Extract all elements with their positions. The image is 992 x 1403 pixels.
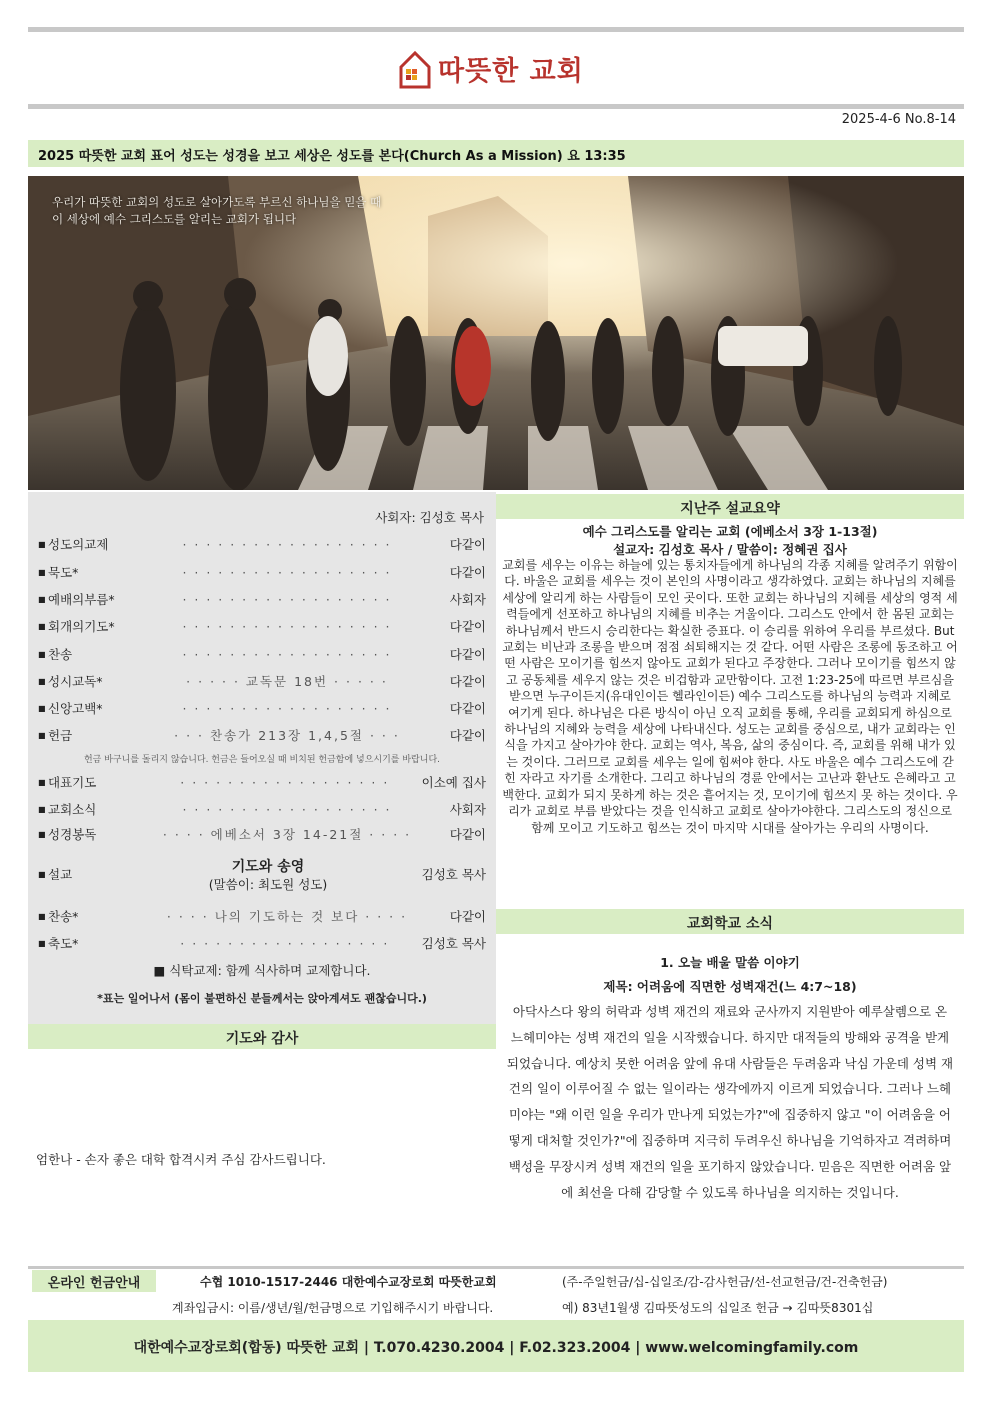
sermon-reader: (말씀이: 최도원 성도) — [208, 877, 328, 892]
bullet-icon: ■ — [38, 649, 46, 659]
service-item-detail: · · · · · · · · · · · · · · · · · · — [182, 591, 392, 607]
service-item-name: 회개의기도* — [48, 619, 115, 634]
bullet-icon: ■ — [38, 621, 46, 631]
prayer-heading: 기도와 감사 — [28, 1024, 496, 1049]
service-item-name: 성시교독* — [48, 674, 103, 689]
sermon-title: 기도와 송영 — [231, 859, 305, 875]
bullet-icon: ■ — [38, 911, 46, 921]
caption-line-2: 이 세상에 예수 그리스도를 알리는 교회가 됩니다 — [52, 212, 297, 226]
offering-account: 수협 1010-1517-2446 대한예수교장로회 따뜻한교회 — [200, 1275, 497, 1289]
offering-codes: (주-주일헌금/십-십일조/감-감사헌금/선-선교헌금/건-건축헌금) — [562, 1275, 888, 1289]
caption-line-1: 우리가 따뜻한 교회의 성도로 살아가도록 부르신 하나님을 믿을 때 — [52, 195, 382, 209]
service-item-name: 축도* — [48, 936, 79, 951]
church-logo — [398, 45, 584, 91]
service-item-detail: · · · · · · · · · · · · · · · · · · — [182, 564, 392, 580]
service-item-detail: · · · · · · · · · · · · · · · · · · — [180, 774, 390, 790]
bullet-icon: ■ — [38, 730, 46, 740]
prayer-item: 엄한나 - 손자 좋은 대학 합격시켜 주심 감사드립니다. — [36, 1152, 326, 1167]
service-item-name: 묵도* — [48, 565, 79, 580]
service-item-name: 성도의교제 — [48, 537, 109, 552]
service-item — [38, 589, 486, 609]
bullet-icon: ■ — [38, 938, 46, 948]
offering-instructions: 계좌입금시: 이름/생년/월/헌금명으로 기입해주시기 바랍니다. — [172, 1301, 494, 1315]
service-item — [38, 671, 486, 691]
service-item — [38, 824, 486, 844]
service-item — [38, 644, 486, 664]
sermon-summary-body: 교회를 세우는 이유는 하늘에 있는 통치자들에게 하나님의 각종 지혜를 알려주기 위함이다. 바울은 교회를 세우는 것이 본인의 사명이라고 생각하였다. 교회는 하나님의 지혜를 세상에 알리게 하는 사람들이 모인 곳이다. 또한 교회는 하나님의 지혜를 세상의 영적 세력들에게 선포하고 하나님의 지혜를 비추는 거울이다. 그리스도 안에서 한 몸된 교회는 하나님께서 반드시 승리한다는 확실한 증표다. 이 승리를 위하여 우리를 부르셨다. But 교회는 비난과 조롱을 받으며 점점 쇠퇴해지는 것 같다. 어떤 사람은 조롱에 동조하고 어떤 사람은 모이기를 힘쓰지 않아도 교회가 된다고 주장한다. 그러나 모이기를 힘쓰지 않고 공동체를 세우지 않는 것은 비겁함과 교만함이다. 고전 1:23-25에 따르면 부르심을 받으면 누구이든지(유대인이든 헬라인이든) 예수 그리스도를 하나님의 능력과 지혜로 여기게 된다. 하나님은 다른 방식이 아닌 오직 교회를 통해, 우리를 교회되게 하심으로 하나님의 지혜와 능력을 세상에 나타내신다. 성도는 교회를 중심으로, 내가 교회라는 인식을 가지고 살아가야 한다. 교회는 역사, 복음, 삶의 중심이다. 즉, 교회를 위해 내가 있는 것이다. 그러므로 교회를 세우는 일에 힘써야 한다. 사도 바울은 예수 그리스도에 갇힌 자라고 자기를 소개한다. 그리고 하나님의 경륜 안에서는 고난과 환난도 은혜라고 고백한다. 교회가 되지 못하게 하는 것은 흩어지는 것, 모이기에 힘쓰지 못 하는 것이다. 우리가 교회로 부름 받았다는 것을 인식하고 교회로 살아가야한다. 그리스도의 정신으로 함께 모이고 기도하고 힘쓰는 것이 마지막 시대를 살아가는 우리의 사명이다. — [502, 558, 958, 835]
offering-divider — [28, 1266, 964, 1269]
meal-note: ■ 식탁교제: 함께 식사하며 교제합니다. — [153, 963, 371, 978]
offering-note: 헌금 바구니를 돌리지 않습니다. 헌금은 들어오실 때 비치된 헌금함에 넣으시기를 바랍니다. — [83, 755, 440, 765]
service-item-leader: 사회자 — [449, 592, 486, 607]
service-item — [38, 772, 486, 792]
sermon-summary-title: 예수 그리스도를 알리는 교회 (에베소서 3장 1-13절) — [582, 524, 878, 539]
service-item-leader: 다같이 — [449, 827, 486, 842]
service-item-name: 헌금 — [48, 728, 73, 743]
service-item — [38, 725, 486, 745]
top-divider — [28, 27, 964, 32]
stand-note: *표는 일어나서 (몸이 불편하신 분들께서는 앉아계셔도 괜찮습니다.) — [97, 992, 427, 1005]
photo-caption — [52, 194, 381, 228]
service-item — [38, 562, 486, 582]
service-item-leader: 다같이 — [449, 537, 486, 552]
service-item-detail: · · · · · · · · · · · · · · · · · · — [182, 801, 392, 817]
footer-contact: 대한예수교장로회(합동) 따뜻한 교회 | T.070.4230.2004 | F.02.323.2004 | www.welcomingfamily.com — [28, 1320, 964, 1372]
service-item — [38, 534, 486, 554]
service-item-name: 찬송* — [48, 909, 79, 924]
service-item-detail: · · · · · · · · · · · · · · · · · · — [182, 700, 392, 716]
service-item-leader: 김성호 목사 — [421, 867, 486, 882]
sermon-summary-heading: 지난주 설교요약 — [496, 494, 964, 519]
bullet-icon: ■ — [38, 539, 46, 549]
service-item-name: 찬송 — [48, 647, 73, 662]
online-offering-label: 온라인 헌금안내 — [32, 1270, 156, 1292]
service-item-leader: 다같이 — [449, 909, 486, 924]
service-item-leader: 다같이 — [449, 701, 486, 716]
service-item-name: 설교 — [48, 867, 73, 882]
bullet-icon: ■ — [38, 594, 46, 604]
bullet-icon: ■ — [38, 676, 46, 686]
service-item-detail: · · · · · · · · · · · · · · · · · · — [182, 646, 392, 662]
bullet-icon: ■ — [38, 777, 46, 787]
header-divider — [28, 104, 964, 109]
service-item-leader: 다같이 — [449, 619, 486, 634]
school-section-title: 1. 오늘 배울 말씀 이야기 — [660, 955, 800, 970]
service-leader: 사회자: 김성호 목사 — [375, 510, 484, 525]
service-item-detail: · · · · 나의 기도하는 것 보다 · · · · — [166, 909, 408, 924]
service-item-leader: 사회자 — [449, 802, 486, 817]
order-of-service — [28, 492, 496, 1024]
service-item — [38, 616, 486, 636]
cover-photo — [28, 176, 964, 490]
service-item-leader: 김성호 목사 — [421, 936, 486, 951]
service-item-detail: · · · · · · · · · · · · · · · · · · — [180, 935, 390, 951]
service-item-name: 성경봉독 — [48, 827, 97, 842]
sermon-summary-preacher: 설교자: 김성호 목사 / 말씀이: 정혜권 집사 — [613, 542, 847, 557]
church-school-news — [496, 937, 964, 1259]
service-item-leader: 다같이 — [449, 728, 486, 743]
school-lesson-body: 아닥사스다 왕의 허락과 성벽 재건의 재료와 군사까지 지원받아 예루살렘으로 온 느헤미야는 성벽 재건의 일을 시작했습니다. 하지만 대적들의 방해와 공격을 받게 되었습니다. 예상치 못한 어려움 앞에 유대 사람들은 두려움과 낙심 가운데 성벽 재건의 일이 이루어질 수 없는 일이라는 생각에까지 이르게 되었습니다. 그러나 느헤미야는 "왜 이런 일을 우리가 만나게 되었는가?"에 집중하지 않고 "이 어려움을 어떻게 대처할 것인가?"에 집중하며 지극히 두려우신 하나님을 기억하자고 격려하며 백성을 무장시켜 성벽 재건의 일을 포기하지 않았습니다. 믿음은 직면한 어려움 앞에 최선을 다해 감당할 수 있도록 하나님을 의지하는 것입니다. — [506, 1004, 954, 1200]
service-item-leader: 다같이 — [449, 674, 486, 689]
service-item — [38, 799, 486, 819]
year-theme: 2025 따뜻한 교회 표어 성도는 성경을 보고 세상은 성도를 본다(Church As a Mission) 요 13:35 — [28, 140, 964, 167]
service-item-detail: · · · 찬송가 213장 1,4,5절 · · · — [174, 728, 400, 743]
service-item-name: 신앙고백* — [48, 701, 103, 716]
service-item-detail: · · · · · · · · · · · · · · · · · · — [182, 536, 392, 552]
service-item-detail: · · · · · · · · · · · · · · · · · · — [182, 618, 392, 634]
bullet-icon: ■ — [38, 869, 46, 879]
church-school-heading: 교회학교 소식 — [496, 909, 964, 934]
bullet-icon: ■ — [38, 703, 46, 713]
service-item-detail: · · · · · 교독문 18번 · · · · · — [186, 674, 388, 689]
service-item-name: 교회소식 — [48, 802, 97, 817]
service-item-name: 대표기도 — [48, 775, 97, 790]
offering-example: 예) 83년1월생 김따뜻성도의 십일조 헌금 → 김따뜻8301십 — [562, 1301, 874, 1315]
issue-date: 2025-4-6 No.8-14 — [841, 112, 956, 127]
bullet-icon: ■ — [38, 829, 46, 839]
service-item — [38, 698, 486, 718]
service-item-leader: 이소예 집사 — [421, 775, 486, 790]
bullet-icon: ■ — [38, 567, 46, 577]
service-item-leader: 다같이 — [449, 647, 486, 662]
service-item — [38, 933, 486, 953]
service-item — [38, 906, 486, 926]
school-lesson-subject: 제목: 어려움에 직면한 성벽재건(느 4:7~18) — [603, 979, 857, 994]
bullet-icon: ■ — [38, 804, 46, 814]
service-item-name: 예배의부름* — [48, 592, 115, 607]
church-name: 따뜻한 교회 — [438, 55, 584, 87]
service-item-detail: · · · · 에베소서 3장 14-21절 · · · · — [162, 827, 412, 842]
house-logo-icon — [398, 47, 432, 89]
service-item-leader: 다같이 — [449, 565, 486, 580]
